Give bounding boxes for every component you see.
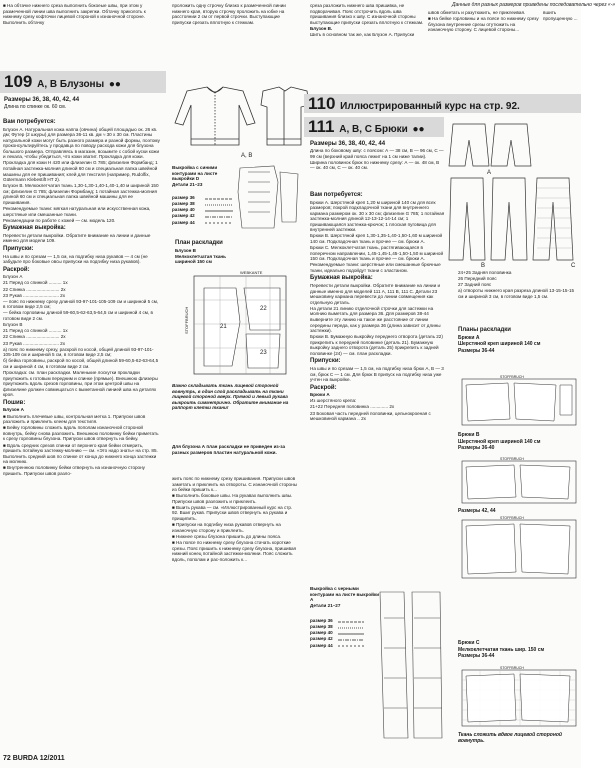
model-number: 111: [308, 117, 335, 136]
paragraph: ■ Внутреннюю половинку бейки отвернуть на изнаночную сторону пришить. Припуски швов разло-: [3, 465, 145, 476]
section-heading: Вам потребуется:: [310, 192, 363, 198]
paragraph: Шить в основном так же, как Блузон А. Припуски: [310, 31, 415, 37]
layout-a-heading: Брюки А: [458, 334, 480, 341]
model-number: 110: [308, 94, 336, 113]
pattern-thumbnail-111: [374, 588, 446, 748]
layout-c-header: [458, 640, 580, 664]
paragraph: Блузон В. Мелкоклетчатая ткань 1,30-1,30-1,40-1,40-1,40 м шириной 150 см; флизелин G 785; флизелин Формбанд; 1 потайная застежка-молния длиной 60 см и специальная лапка швейной машины для ее пришивания.: [3, 183, 159, 205]
col1-instructions: [3, 117, 161, 751]
paragraph: Длина по боковому шву: с поясом: А — 38 см, В — 96 см, С — 99 см (верхний край пояса лежит на 1 см ниже талии).: [310, 148, 444, 159]
stoffbruch-label: STOFFBRUCH: [184, 306, 189, 334]
stoffbruch-label: STOFFBRUCH: [500, 666, 524, 670]
paragraph: 21 Перед со спинкой .......... 1x: [3, 328, 68, 334]
layout-a-text: Для блузона А план раскладки не приведен из-за разных размеров пластин натуральной кожи.: [172, 444, 286, 455]
illustration-label: A, B: [241, 153, 253, 159]
section-heading: Бумажная выкройка:: [310, 275, 373, 282]
length-109: Длина по спинке ок. 60 см.: [4, 104, 67, 110]
paragraph: 22 Спинка .......................... 2x: [3, 286, 66, 292]
issue: 12/2011: [39, 755, 65, 762]
paragraph: ■ На поясе по нижнему срезу блузона стачать короткие срезы. Пояс пришить к нижнему срезу блузона, пришивая нижний конец потайной застежки-молнии. Пояс сложить вдоль, пополам и рас-положить к...: [172, 539, 297, 562]
paragraph: Рекомендации по работе с кожей — см. модель 120.: [3, 217, 116, 223]
size-line-samples-111: [338, 619, 368, 653]
model-109-title: [4, 73, 121, 94]
layout-plan-b: [460, 457, 578, 505]
paragraph: Перевести детали выкройки. Обратите внимание на линии и данные именно для модели 109.: [3, 232, 151, 244]
paragraph: 23 Боковая часть передней половинки, цельнокроеная с мешковиной кармана .. 2x: [310, 410, 431, 422]
paragraph: ■ Бейку горловины сложить вдоль пополам изнаночной стороной вовнутрь, бейку снова разложить. Внешнюю половинку бейки приметать к срезу горловины блузона. Припуски швов отвернуть на бейку.: [3, 425, 159, 442]
layout-note: Важно складывать ткань лицевой стороной вовнутрь, в один слой раскладывать на ткани лицевой стороной вверх. Прямой и левый рукава выкроить симметрично. Обратите внимание на раппорт клетки ткани!: [172, 383, 289, 411]
paragraph: Из шерстяного крепа:: [310, 398, 357, 404]
paragraph: швов обметать и разутюжить, не приклеивая.: [428, 10, 526, 15]
list-item: а) отвороты нижнего края разреза длиной 13-15-15-15 см и шириной 3 см, в готовом виде 1,5 см.: [458, 288, 575, 299]
stoffbruch-label: STOFFBRUCH: [500, 516, 524, 520]
difficulty-dots: ●●: [412, 124, 425, 135]
size-legend-item: размер 42: [310, 636, 333, 642]
layout-b2-sizes: Размеры 42, 44: [458, 508, 496, 514]
paragraph: ■ На бейке горловины и на поясе по нижнему срезу блузона внутренние срезы отутюжить на изнаночную сторону. С лицевой стороны...: [428, 16, 539, 33]
paragraph: б) бейка горловины, раскрой по косой, общей длиной 59-60,5-62-63-64,5 см и шириной 4 см, в готовом виде 2 см.: [3, 358, 159, 369]
paragraph: Прокладка для кожи Н 420 или флизелин G 785; флизелин Формбанд; 1 потайная застежка-молния длиной 60 см и специальная лапка швейной машины для ее пришивания; клей для текстиля (например, Rudolfix, Gütermann Klebestift HT 2).: [3, 160, 158, 183]
col1-top-text: [3, 3, 161, 67]
layouts-title: Планы раскладки: [458, 327, 511, 333]
paragraph: Ширина половинок брюк по нижнему срезу: А — ок. 48 см, В — ок. 40 см, С — ок. 40 см.: [310, 159, 440, 171]
paragraph: Брюки А. Шерстяной креп 1,20 м шириной 140 см для всех размеров; покрой подкладочной ткани для внутреннего кармана размером ок. 30 x 30 см; флизелин G 785; 1 потайная застежка-молния длиной 12-13-12-14-14 см; 1 пришивающаяся застежка-крючок; 1 плоская пуговица для внутренней застежки.: [310, 199, 445, 233]
stoffbruch-label: STOFFBRUCH: [500, 375, 524, 379]
layout-b-sizes: Размеры 36-40: [458, 445, 495, 452]
size-legend-item: размер 38: [310, 624, 333, 630]
size-legend-item: размер 44: [172, 219, 195, 225]
model-111-title: [308, 118, 425, 139]
paragraph: 23 Рукав ............................ 2x: [3, 340, 65, 346]
section-heading: Пошив:: [3, 399, 26, 406]
layout-a-sizes: Размеры 36-44: [458, 347, 495, 354]
section-heading: Припуски:: [310, 358, 341, 365]
paragraph: жить пояс по нижнему срезу пришивания. Припуски швов заметать и приклеить на отвороты. С изнаночной стороны из бейки пришить к...: [172, 476, 297, 493]
size-legend-item: размер 40: [172, 207, 195, 213]
section-heading: Раскрой:: [3, 266, 30, 273]
page-number: 72: [3, 755, 11, 762]
paragraph: ■ Вшить рукава — см. «Иллюстрированный курс на стр. 92. Вшиг рукав. Припуски швов отвернуть на рукава и прищипить.: [172, 504, 293, 522]
pattern-title: Выкройка с черными контурами на листе выкройки А: [310, 586, 380, 603]
paragraph-heading: Блузон В.: [310, 25, 333, 31]
paragraph: — бейка горловины длиной 59-60,5-62-63,5-64,5 см и шириной 4 см, в готовом виде 2 см.: [3, 310, 153, 322]
paragraph: Брюки С. Мелкоклетчатая ткань, растягивающаяся в поперечном направлении, 1,45-1,45-1,45-1,50-1,50 м шириной 150 см. Подкладочная ткань и прочее — см. брюки А.: [310, 245, 444, 262]
paragraph: 23 Рукав ............................ 2x: [3, 292, 65, 298]
trousers-illustration: [445, 118, 581, 268]
pattern-title-block-111: [310, 586, 380, 618]
pattern-parts: Детали 21–27: [310, 603, 341, 609]
piece-number: 23: [260, 350, 267, 356]
illustration-label-b: B: [481, 263, 486, 269]
illustration-label-a: A: [487, 170, 492, 176]
col4-top-text: [428, 10, 541, 90]
section-heading: Бумажная выкройка:: [3, 225, 66, 232]
paragraph: ■ Вдоль средних срезов спинки от верхнего края бейки отмерить, пришить потайную застежку-молнию — см. «Это надо знать» на стр. 85. Выполнить средний шов по спинке от конца до нижнего конца застежки на молнию.: [3, 442, 158, 465]
paragraph: Блузон В: [3, 322, 23, 328]
paragraph: Рекомендуемые ткани: мягкая натуральная или искусственная кожа, шерстяные или смешанные ткани.: [3, 206, 151, 217]
piece-number: 21: [220, 324, 227, 330]
paragraph: ■ Нижнее срезы блузона пришить до длины пояса.: [172, 533, 282, 539]
size-legend-item: размер 40: [310, 630, 333, 636]
list-item: 26 Передний пояс: [458, 276, 497, 282]
size-legend-item: размер 36: [172, 195, 195, 200]
pattern-parts: Детали 21–23: [172, 182, 203, 188]
col3-top-text: [310, 3, 425, 93]
pattern-thumbnail-109: [234, 162, 302, 234]
model-title: Иллюстрированный курс на стр. 92.: [340, 101, 520, 112]
paragraph: Рекомендуемые ткани: шерстяные или смешанные брючные ткани, идеально подойдут ткани с эластаном.: [310, 262, 441, 273]
paragraph: На швы и по срезам — 1,5 см, на подгибку низа рукавов — 4 см (не забудьте про боковые овсы припуски на подгибку низа рукавов).: [3, 253, 148, 265]
layout-plan-109: [180, 270, 292, 378]
size-legend-item: размер 44: [310, 642, 333, 648]
paragraph: 21 Перед со спинкой .......... 1x: [3, 280, 68, 286]
layout-note-italic: [172, 383, 297, 441]
blouson-illustration: [167, 83, 310, 163]
stoffbruch-label: STOFFBRUCH: [500, 457, 524, 461]
paragraph: Брюки В. Бумажную выкройку переднего отворота (деталь 22) прикрепить к передней половинке (деталь 21). Бумажную выкройку заднего отворота (деталь 25) прикрепить к задней половинке (24) — см. план раскладки.: [310, 334, 443, 356]
difficulty-dots: ●●: [108, 79, 121, 90]
paragraph: На детали 21 линию отделочной строчки для застежки на молнию выметать для размера 36. Для размеров 38-44 выверните эту линию на такое же расстояние от линии середины переда, как у размера 36 (длина зависит от длины застежки).: [310, 305, 441, 334]
layout-plan-a: [460, 375, 578, 427]
layout-c-fabric: Мелкоклетчатая ткань шир. 150 см: [458, 646, 545, 653]
size-legend-item: размер 36: [310, 618, 333, 623]
model-title: А, В Блузоны: [37, 79, 105, 90]
model-title: А, В, С Брюки: [339, 124, 408, 135]
sizes-111: Размеры 36, 38, 40, 42, 44: [310, 141, 386, 147]
layout-footnote: Ткань сложить вдвое лицевой стороной вовнутрь.: [458, 732, 562, 744]
paragraph: проложить одну строчку близко к размеченной линии нижнего края, вторую строчку проложить на юбке на расстоянии 2 см от первой строчки. Выступающие припуски срезать вплотную к стежкам.: [172, 3, 286, 25]
section-heading: Раскрой:: [310, 384, 337, 391]
paragraph: вшить пропущенную ...: [543, 10, 578, 21]
col2-top-text: [172, 3, 290, 83]
layout-plan-b2: [460, 516, 578, 580]
pattern-title: Выкройка с синими контурами на листе выкройки D: [172, 165, 218, 182]
paragraph-heading: Брюки А: [310, 392, 330, 398]
layout-c-footnote: [458, 732, 580, 748]
paragraph: а) пояс по нижнему срезу, раскрой по косой, общей длиной 93-97-101-105-109 см и шириной 5 см, в готовом виде 2,5 см;: [3, 346, 154, 358]
paragraph: Брюки В. Шерстяной креп 1,30-1,35-1,40-1,50-1,60 м шириной 140 см. Подкладочная ткань и прочее — см. брюки А.: [310, 233, 443, 245]
section-heading: Припуски:: [3, 245, 34, 252]
paragraph: 21+22 Передняя половинка .............. 2x: [310, 404, 395, 410]
model-number: 109: [4, 72, 33, 91]
paragraph: ■ Выполнить боковые швы. На рукавах выполнить швы. Припуски швов разложить и приклеить.: [172, 493, 293, 504]
paragraph: На швы и по срезам — 1,5 см, на подгибку низа брюк А, В — 3 см, брюк С — 1 см. Для брюк В припуск на подгибку низа уже учтен на выкройке.: [310, 365, 444, 383]
layout-title: План раскладки: [175, 240, 223, 246]
page-footer: [3, 755, 65, 762]
paragraph: среза разложить нижнего шва пришивка, не подворачивая. Пояс отстрочить вдоль шва пришивания близко к шву. С изнаночной стороны выступающие припуски срезать вплотную к стежкам.: [310, 3, 424, 25]
layout-a-note: [172, 444, 297, 470]
layout-b-heading: Брюки В: [458, 432, 480, 438]
piece-number: 22: [260, 306, 267, 312]
paragraph: Блузон А: [3, 274, 23, 280]
lengths-111: [310, 148, 445, 188]
sizes-note: Данные для разных размеров приведены последовательно через «-»: [452, 2, 615, 8]
col2-bottom-instructions: [172, 476, 297, 751]
illustration-label-c: C: [571, 263, 576, 269]
webkante-label: WEBKANTE: [240, 270, 263, 275]
pattern-title-block: [172, 165, 230, 195]
paragraph: 22 Спинка .......................... 2x: [3, 334, 66, 340]
size-legend-item: размер 38: [172, 201, 195, 207]
paragraph: Перевести детали выкройки. Обратите внимание на линии и данные именно для моделей 111 А, 111 В, 111 С. Детали 23 мешковину кармана перевести до линии совмещения как отдельную деталь.: [310, 283, 441, 305]
paragraph: Блузон А. Натуральная кожа наппа (овчина) общей площадью ок. 26 кв. дм; Футер (2 шкуры) для размера 36-11 кв. дм ≈ 30 x 30 см. Пластины натуральной кожи могут быть разного размера и разной формы, поэтому проконсультируйтесь у продавца по поводу расхода кожи для блузона большого размера. Отправляясь в магазин, возьмите с собой куски кожи и лекала, чтобы убедиться, что кожи хватит. Прокладка для кожи.: [3, 126, 160, 160]
paragraph: ■ Припуски на подгибку низа рукавов отвернуть на изнаночную сторону и приклеить.: [172, 522, 281, 533]
list-item: 24+25 Задняя половинка: [458, 270, 512, 275]
sizes-109: Размеры 36, 38, 40, 42, 44: [4, 97, 80, 103]
paragraph-heading: Блузон А: [3, 407, 24, 413]
col5-list: [458, 270, 580, 320]
model-110-title: [308, 95, 520, 116]
paragraph: — пояс по нижнему срезу длиной 93-97-101-105-109 см и шириной 5 см, в готовом виде 2,5 см;: [3, 298, 159, 310]
list-item: 27 Задний пояс: [458, 282, 492, 288]
size-legend-item: размер 42: [172, 213, 195, 219]
layout-a-fabric: Шерстяной креп шириной 140 см: [458, 341, 541, 348]
paragraph: ■ На обтачке нижнего среза выполнить бокоеые швы, при этом у размеченной линии шва выполнить закрепки. Обтачку приколоть к нижнему срезу кофточки лицевой стороной к изнаночной стороне. Выполнить обтачку: [3, 3, 146, 25]
layout-b-header: [458, 432, 580, 456]
layout-plan-c: [460, 666, 578, 728]
col3-instructions: [310, 190, 445, 582]
col5-top-text: [543, 10, 581, 70]
layout-b-fabric: Шерстяной креп шириной 140 см: [458, 438, 541, 445]
layout-variant: Блузон В: [175, 247, 196, 253]
paragraph: ■ Выполнить плечевые швы, контрольная метка 1. Припуски швов разложить и приклеить клеем для текстиля.: [3, 413, 146, 425]
layout-c-heading: Брюки С: [458, 640, 480, 646]
layout-c-sizes: Размеры 36-44: [458, 653, 495, 660]
paragraph: Прокладка: см. план раскладки. Маленькие лоскутки прокладки приутюжить к готовым передним и спинке (прямые). Внешнюю флизеры приутюжить вдоль срезов горловины, при этом центрой швы на флизелине должен совмещаться с выметанной линией шва на деталях кроя.: [3, 370, 158, 398]
layout-fabric: Мелкоклетчатая ткань шириной 150 см: [175, 253, 226, 265]
magazine-name: BURDA: [12, 755, 38, 762]
section-heading: Вам потребуется:: [3, 119, 56, 125]
size-line-samples: [205, 196, 235, 230]
